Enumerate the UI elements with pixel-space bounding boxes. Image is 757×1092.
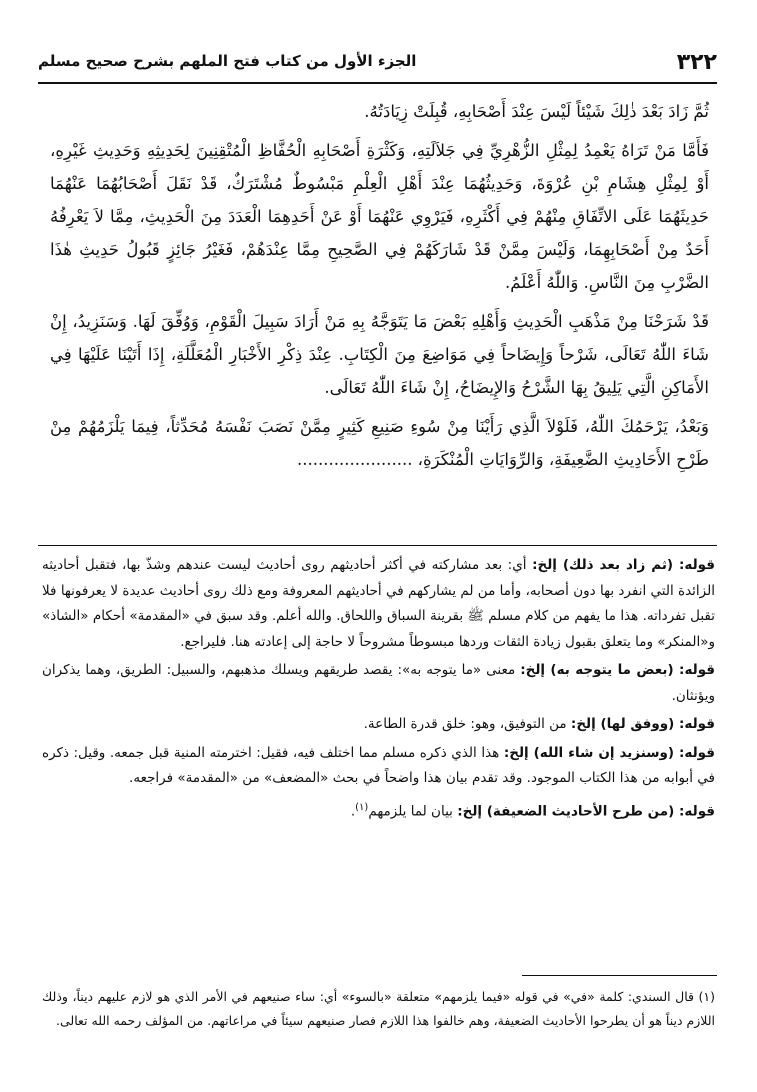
main-paragraph: قَدْ شَرَحْنَا مِنْ مَذْهَبِ الْحَدِيثِ وَأَهْلِهِ بَعْضَ مَا يَتَوَجَّهُ بِهِ مَنْ أَرَادَ سَبِيلَ الْقَوْمِ، وَوُفِّقَ لَهَا. وَسَنَزِيدُ، إِنْ شَاءَ اللّٰهُ تَعَالَى، شَرْحاً وَإِيضَاحاً فِي مَوَاضِعَ مِنَ الْكِتَابِ. عِنْدَ ذِكْرِ الأَخْبَارِ الْمُعَلَّلَةِ، إِذَا أَتَيْنَا عَلَيْهَا فِي الأَمَاكِنِ الَّتِي يَلِيقُ بِهَا الشَّرْحُ وَالإِيضَاحُ، إِنْ شَاءَ اللّٰهُ تَعَالَى. — [50, 312, 709, 397]
commentary-keyword: قوله: (من طرح الأحاديث الضعيفة) إلخ: — [457, 803, 715, 819]
commentary-keyword: قوله: (بعض ما يتوجه به) إلخ: — [520, 662, 716, 678]
running-header — [38, 44, 717, 80]
commentary-entry — [42, 741, 715, 792]
commentary-entry — [42, 712, 715, 738]
running-title: الجزء الأول من كتاب فتح الملهم بشرح صحيح مسلم — [38, 52, 417, 70]
main-paragraph: ثُمَّ زَادَ بَعْدَ ذٰلِكَ شَيْئاً لَيْسَ عِنْدَ أَصْحَابِهِ، قُبِلَتْ زِيَادَتُهُ. — [364, 102, 709, 121]
commentary-text: بيان لما يلزمهم — [368, 803, 458, 819]
commentary-keyword: قوله: (ووفق لها) إلخ: — [570, 716, 715, 732]
footnote: (١) قال السندي: كلمة «في» في قوله «فيما يلزمهم» متعلقة «بالسوء» أي: ساء صنيعهم في الأمر الذي هو لازم عليهم ديناً، وذلك اللازم ديناً هو أن يطرحوا الأحاديث الضعيفة، وهم خالفوا هذا اللازم فصار صنيعهم سيئاً في مراعاتهم. من المؤلف رحمه الله تعالى. — [42, 989, 715, 1028]
commentary-keyword: قوله: (ثم زاد بعد ذلك) إلخ: — [532, 557, 715, 573]
page-number: ٣٢٢ — [676, 50, 717, 75]
commentary-divider — [38, 545, 717, 546]
main-text — [50, 95, 709, 482]
footnotes — [42, 985, 715, 1033]
commentary-text: معنى «ما يتوجه به»: يقصد طريقهم ويسلك مذهبهم، والسبيل: الطريق، وهما يذكران ويؤنثان. — [42, 662, 715, 704]
commentary-entry — [42, 658, 715, 709]
commentary-entry — [42, 553, 715, 655]
header-divider — [38, 82, 717, 84]
footnote-reference[interactable]: (١) — [355, 801, 369, 813]
commentary-entry: قوله: (من طرح الأحاديث الضعيفة) إلخ: بيان لما يلزمهم$^{(١)}$. — [350, 801, 715, 819]
main-paragraph: وَبَعْدُ، يَرْحَمُكَ اللّٰهُ، فَلَوْلاَ الَّذِي رَأَيْنَا مِنْ سُوءِ صَنِيعِ كَثِيرٍ مِمَّنْ نَصَبَ نَفْسَهُ مُحَدِّثاً، فِيمَا يَلْزَمُهُمْ مِنْ طَرْحِ الأَحَادِيثِ الضَّعِيفَةِ، وَالرِّوَايَاتِ الْمُنْكَرَةِ، ...................... — [50, 417, 709, 469]
commentary-text: من التوفيق، وهو: خلق قدرة الطاعة. — [363, 716, 571, 732]
commentary-keyword: قوله: (وسنزيد إن شاء الله) إلخ: — [503, 744, 715, 761]
commentary-text: أي: بعد مشاركته في أكثر أحاديثهم روى أحاديث ليست عندهم وشذّ بها، فتقبل أحاديثه الزائدة التي انفرد بها دون أصحابه، وأما من لم يشاركهم في أحاديثهم المعروفة ومع ذلك روى أحاديث عديدة لا يعرفونها فلا تقبل تفرداته. هذا ما يفهم من كلام مسلم ﷺ بقرينة السباق واللحاق. والله أعلم. وقد سبق في «المقدمة» أحكام «الشاذ» و«المنكر» وما يتعلق بقبول زيادة الثقات وردها مبسوطاً مشروحاً لا حاجة إلى إعادته هنا. فليراجع. — [42, 557, 715, 650]
main-paragraph: فَأَمَّا مَنْ تَرَاهُ يَعْمِدُ لِمِثْلِ الزُّهْرِيِّ فِي جَلاَلَتِهِ، وَكَثْرَةِ أَصْحَابِهِ الْحُفَّاظِ الْمُتْقِنِينَ لِحَدِيثِهِ وَحَدِيثِ غَيْرِهِ، أَوْ لِمِثْلِ هِشَامِ بْنِ عُرْوَةَ، وَحَدِيثُهُمَا عِنْدَ أَهْلِ الْعِلْمِ مَبْسُوطٌ مُشْتَرَكٌ، قَدْ نَقَلَ أَصْحَابُهُمَا عَنْهُمَا حَدِيثَهُمَا عَلَى الاتِّفَاقِ مِنْهُمْ فِي أَكْثَرِهِ، فَيَرْوِي عَنْهُمَا أَوْ عَنْ أَحَدِهِمَا الْعَدَدَ مِنَ الْحَدِيثِ، مِمَّا لاَ يَعْرِفُهُ أَحَدٌ مِنْ أَصْحَابِهِمَا، وَلَيْسَ مِمَّنْ قَدْ شَارَكَهُمْ فِي الصَّحِيحِ مِمَّا عِنْدَهُمْ، فَغَيْرُ جَائِزٍ قَبُولُ حَدِيثِ هٰذَا الضَّرْبِ مِنَ النَّاسِ. وَاللّٰهُ أَعْلَمُ. — [50, 141, 709, 292]
commentary — [42, 553, 715, 828]
footnote-divider — [522, 975, 717, 976]
commentary-text: هذا الذي ذكره مسلم مما اختلف فيه، فقيل: اخترمته المنية قبل جمعه. وقيل: ذكره في أبوابه من هذا الكتاب الموجود. وقد تقدم بيان هذا واضحاً في بحث «المضعف» من «المقدمة» فراجعه. — [42, 744, 715, 786]
